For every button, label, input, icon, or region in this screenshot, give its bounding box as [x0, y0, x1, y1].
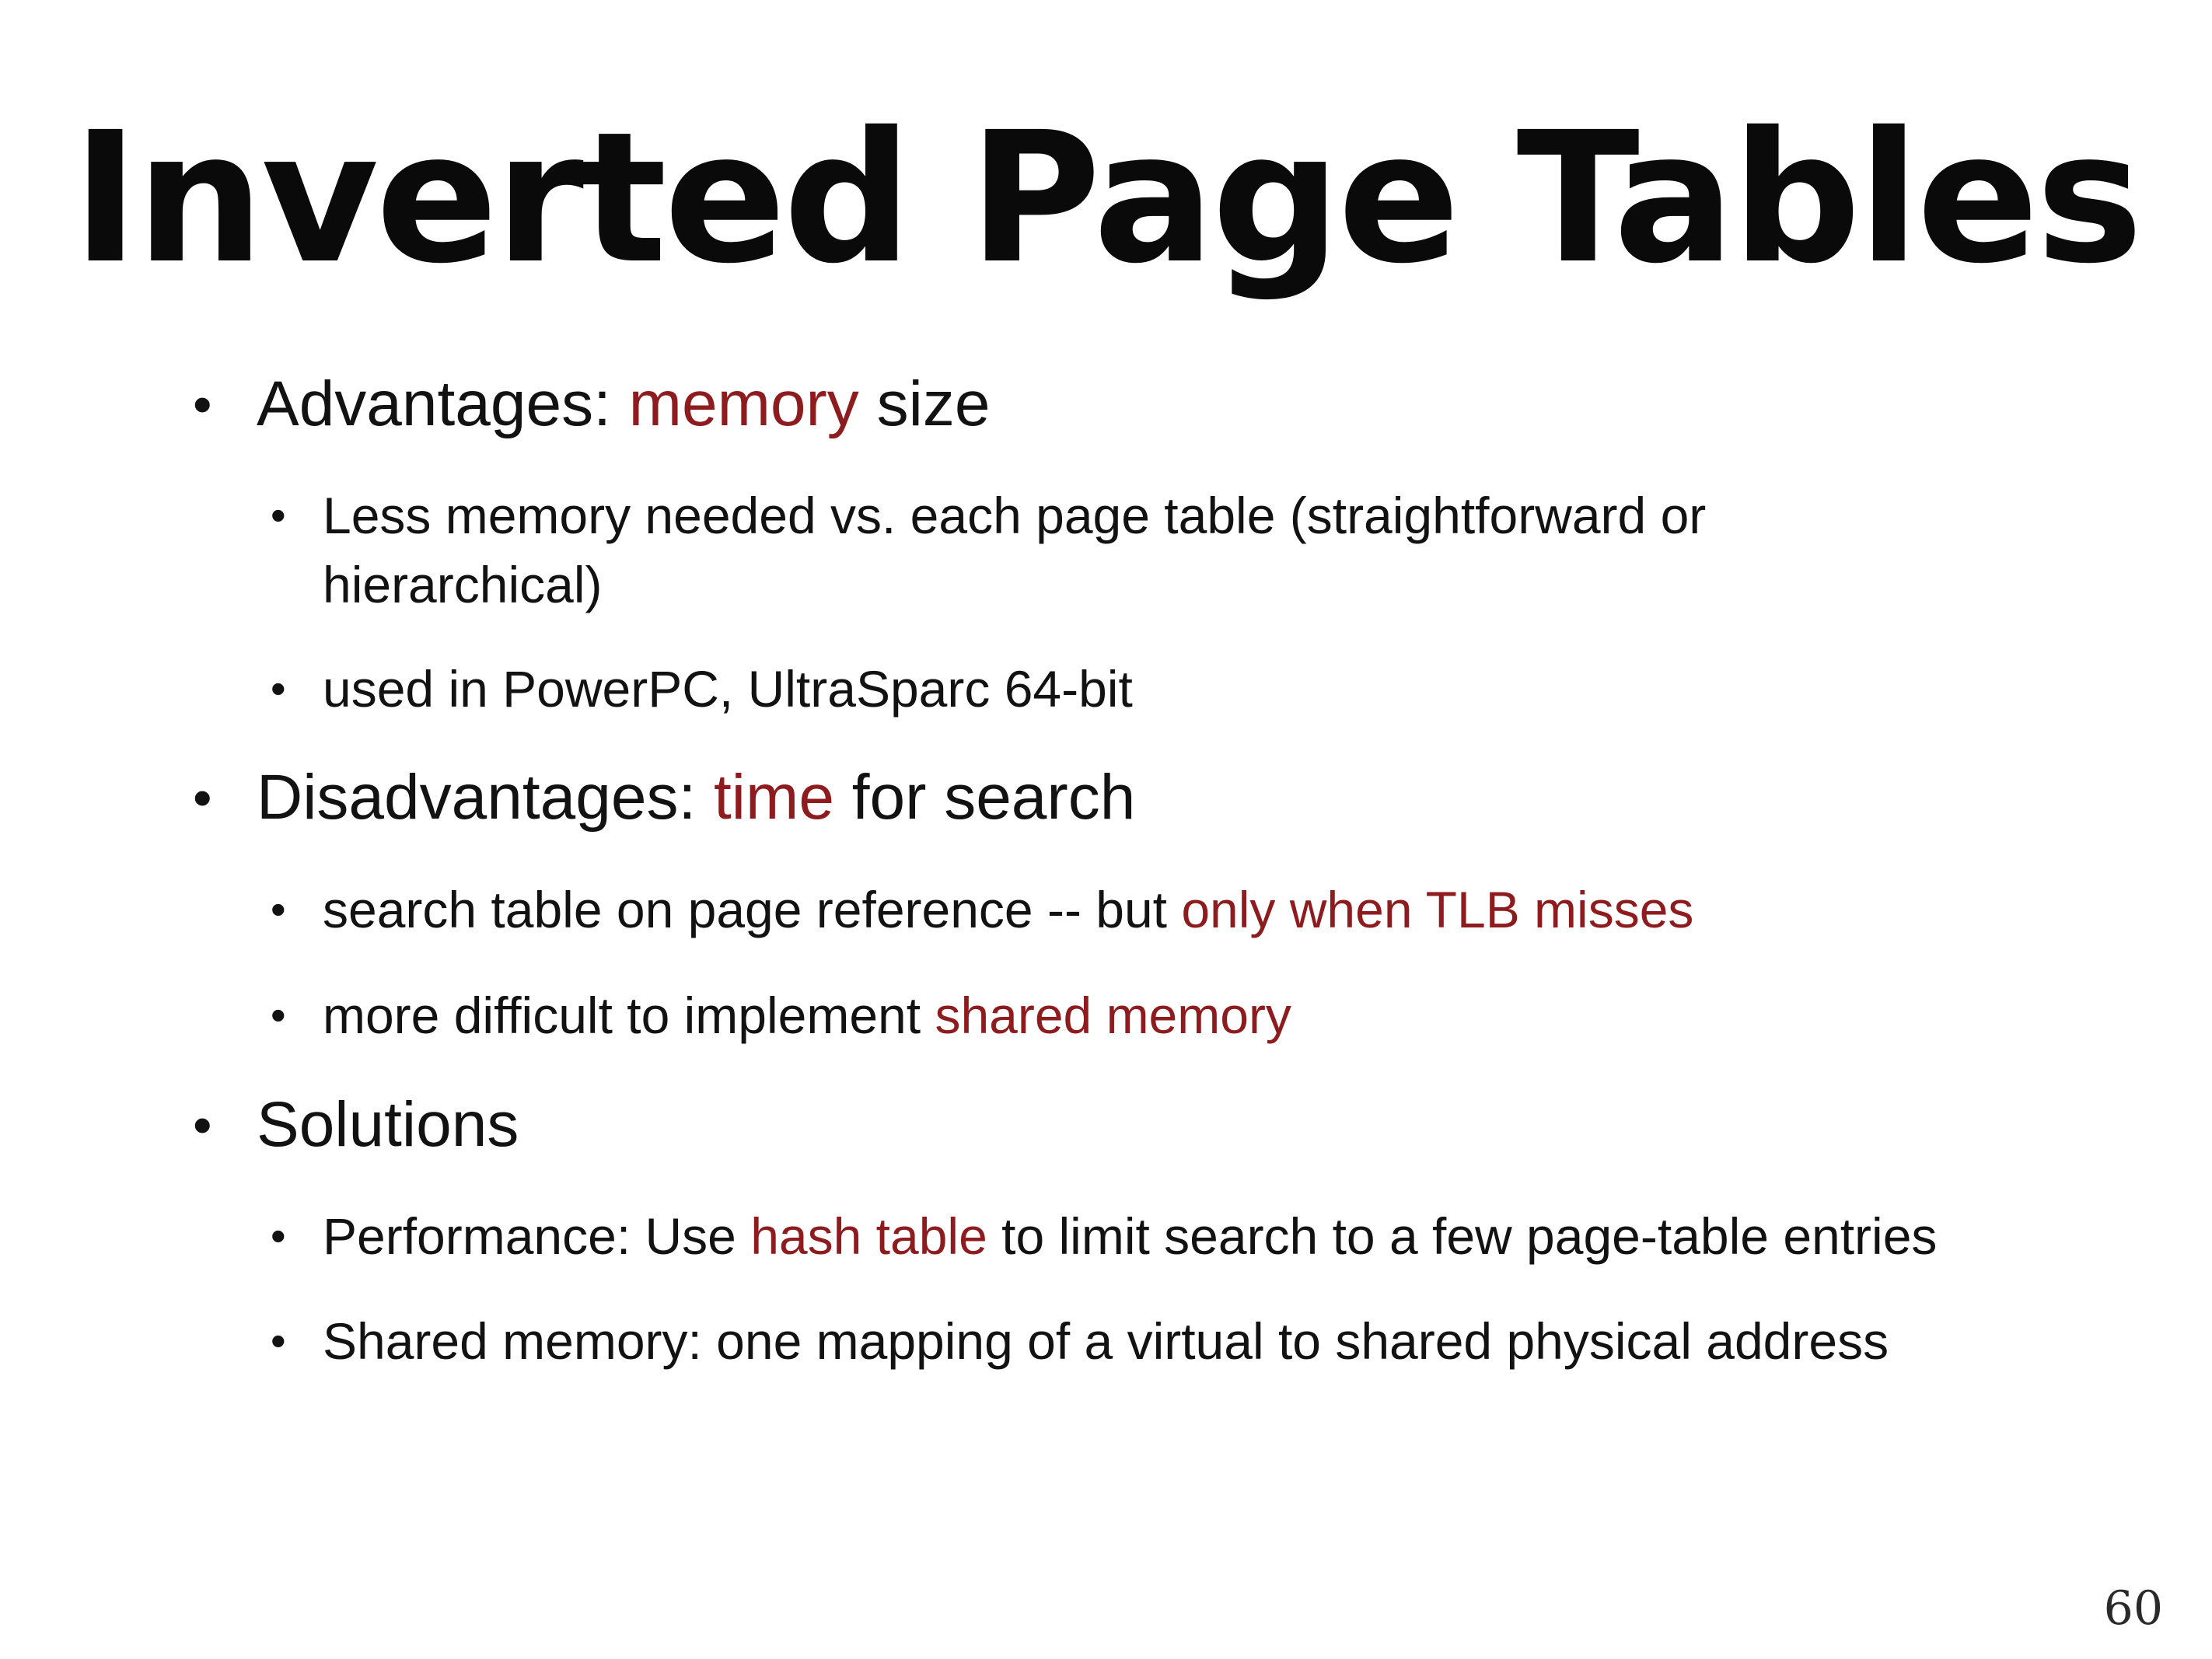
bullet-text [323, 1202, 1937, 1270]
bullet-dot: • [193, 767, 212, 828]
bullet-text: Solutions [257, 1089, 519, 1160]
bullet-dot: • [271, 990, 286, 1039]
bullet-dot: • [271, 1211, 286, 1260]
bullet-dot: • [193, 1095, 212, 1155]
bullet-text [323, 981, 1291, 1050]
bullet-text-line2: hierarchical) [323, 556, 603, 613]
advantages-rest: size [858, 368, 991, 439]
disadvantages-rest: for search [833, 762, 1136, 833]
bullet-dot: • [271, 885, 286, 934]
bullet-dot: • [271, 664, 286, 713]
performance-rest: to limit search to a few page-table entries [987, 1207, 1938, 1265]
bullet-text: Shared memory: one mapping of a virtual to shared physical address [323, 1312, 1889, 1370]
bullet-text: used in PowerPC, UltraSparc 64-bit [323, 660, 1133, 718]
disadvantages-highlight: time [714, 762, 834, 833]
bullet-text-line1: Less memory needed vs. each page table (straightforward or [323, 487, 1707, 544]
bullet-text [257, 759, 1135, 836]
page-number: 60 [2103, 1581, 2163, 1636]
bullet-dot: • [271, 491, 286, 540]
performance-prefix: Performance: Use [323, 1207, 751, 1265]
shared-highlight: shared memory [935, 987, 1291, 1044]
search-prefix: search table on page reference -- but [323, 881, 1182, 938]
search-highlight: only when TLB misses [1181, 881, 1694, 938]
disadvantages-label: Disadvantages: [257, 762, 715, 833]
advantages-label: Advantages: [257, 368, 629, 439]
performance-highlight: hash table [750, 1207, 987, 1265]
advantages-highlight: memory [628, 368, 859, 439]
bullet-dot: • [271, 1316, 286, 1365]
bullet-text [257, 365, 990, 443]
slide-title: Inverted Page Tables [72, 93, 2140, 303]
shared-prefix: more difficult to implement [323, 987, 935, 1044]
bullet-text [323, 875, 1693, 944]
bullet-dot: • [193, 374, 212, 435]
